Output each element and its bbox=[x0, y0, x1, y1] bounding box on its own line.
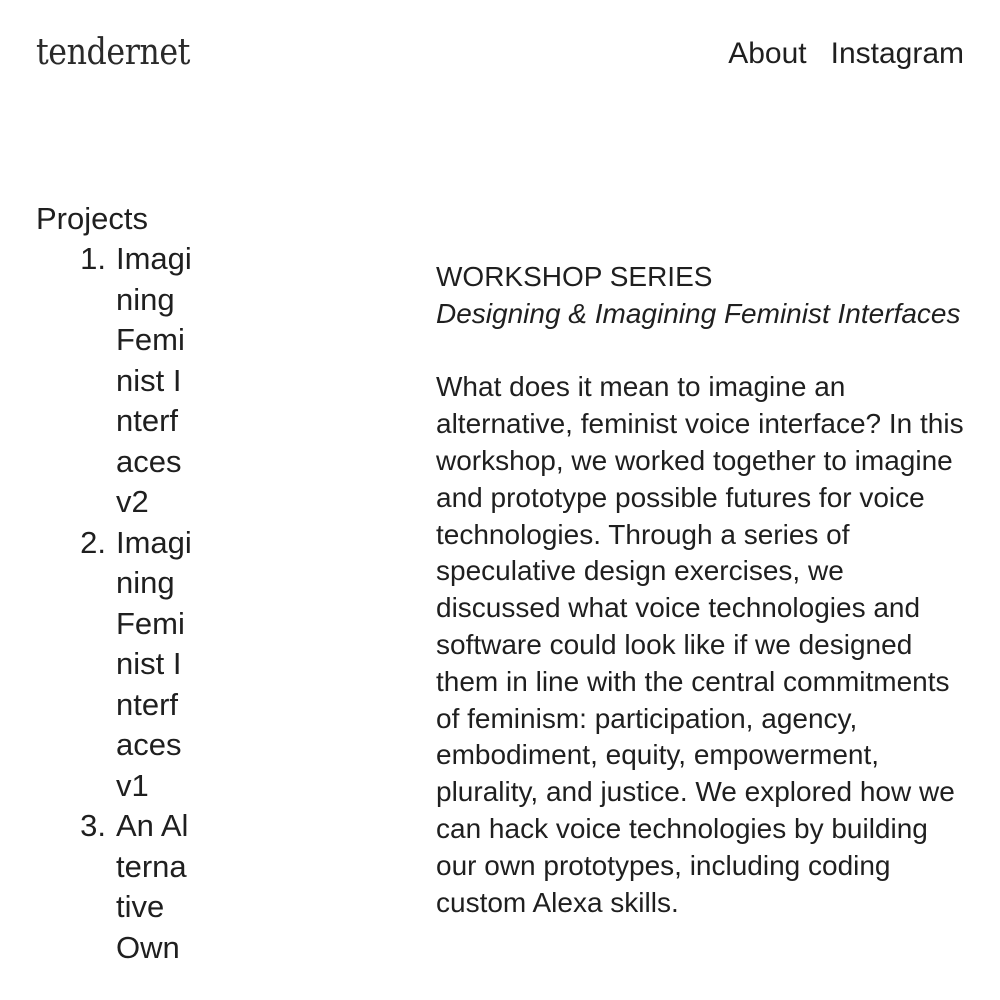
nav-link-about[interactable]: About bbox=[728, 37, 807, 70]
project-link-an-alternative-own[interactable]: An Alternative Own bbox=[116, 808, 189, 965]
project-item bbox=[36, 239, 206, 523]
nav-link-instagram[interactable]: Instagram bbox=[830, 37, 964, 70]
site-logo[interactable]: tendernet bbox=[36, 32, 190, 73]
project-number: 3. bbox=[80, 808, 106, 843]
project-number: 2. bbox=[80, 524, 106, 560]
project-list bbox=[36, 239, 206, 968]
series-label: WORKSHOP SERIES bbox=[436, 261, 713, 292]
projects-sidebar bbox=[36, 199, 206, 968]
project-number: 1. bbox=[80, 241, 106, 276]
project-content bbox=[436, 259, 966, 921]
workshop-description: What does it mean to imagine an alternative, feminist voice interface? In this workshop, we worked together to imagine and prototype possible futures for voice technologies. Through a series of speculative design exercises, we discussed what voice technologies and software could look like if we designed them in line with the central commitments of feminism: participation, agency, embodiment, equity, empowerment, plurality, and justice. We explored how we can hack voice technologies by building our own prototypes, including coding custom Alexa skills. bbox=[436, 371, 964, 918]
project-link-imagining-feminist-interfaces-v1[interactable]: Imagining Feminist Interfaces v1 bbox=[116, 524, 192, 803]
projects-heading: Projects bbox=[36, 201, 148, 236]
project-link-imagining-feminist-interfaces-v2[interactable]: Imagining Feminist Interfaces v2 bbox=[116, 241, 192, 519]
project-item bbox=[36, 806, 206, 968]
workshop-title: Designing & Imagining Feminist Interfaces bbox=[436, 297, 961, 329]
project-item bbox=[36, 523, 206, 807]
top-nav bbox=[728, 36, 964, 72]
